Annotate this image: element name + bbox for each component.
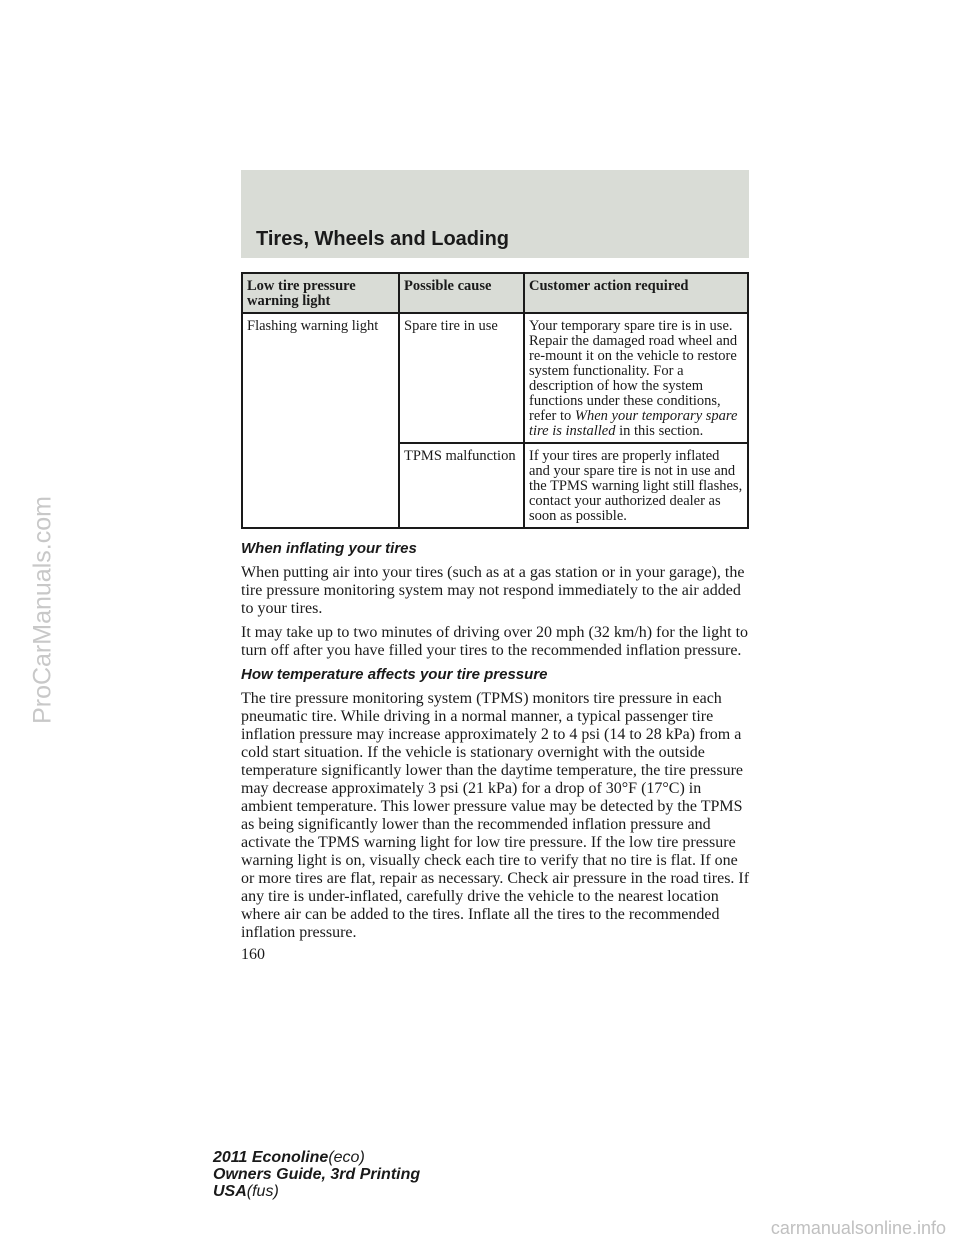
paragraph: When putting air into your tires (such as at a gas station or in your garage), the tire pressure monitoring system may not respond immediately to the air added to your tires.: [241, 564, 745, 617]
side-watermark: ProCarManuals.com: [28, 496, 57, 724]
page-number: 160: [241, 946, 265, 963]
tpms-warning-table: [241, 272, 749, 529]
column-header-cause: Possible cause: [399, 273, 524, 313]
section-title: Tires, Wheels and Loading: [256, 228, 510, 250]
indicator-cell: Flashing warning light: [242, 313, 399, 528]
footer-guide: Owners Guide, 3rd Printing: [213, 1166, 421, 1183]
paragraph: It may take up to two minutes of driving over 20 mph (32 km/h) for the light to turn off after you have filled your tires to the recommended inflation pressure.: [241, 624, 749, 659]
column-header-action: Customer action required: [524, 273, 748, 313]
section-heading-temperature: How temperature affects your tire pressure: [241, 666, 548, 683]
column-header-indicator: Low tire pressure warning light: [242, 273, 399, 313]
bottom-watermark: carmanualsonline.info: [770, 1218, 946, 1238]
footer-market-code: (fus): [246, 1183, 279, 1200]
body-content: [241, 540, 753, 964]
table-row: [242, 313, 748, 443]
document-footer: [213, 1149, 420, 1200]
cross-reference-link[interactable]: When your temporary spare tire is installed: [529, 408, 738, 439]
action-cell: [524, 313, 748, 443]
table-header-row: [242, 273, 748, 313]
footer-model: 2011 Econoline: [213, 1149, 329, 1166]
action-cell: If your tires are properly inflated and your spare tire is not in use and the TPMS warning light still flashes, contact your authorized dealer as soon as possible.: [524, 443, 748, 528]
action-text-suffix: in this section.: [615, 423, 704, 439]
section-heading-inflating: When inflating your tires: [241, 540, 417, 557]
footer-market: USA: [213, 1183, 247, 1200]
footer-model-code: (eco): [328, 1149, 365, 1166]
cause-cell: TPMS malfunction: [399, 443, 524, 528]
paragraph: The tire pressure monitoring system (TPMS) monitors tire pressure in each pneumatic tire. While driving in a normal manner, a typical passenger tire inflation pressure may increase approximately 2 to 4 psi (14 to 28 kPa) from a cold start situation. If the vehicle is stationary overnight with the outside temperature significantly lower than the daytime temperature, the tire pressure may decrease approximately 3 psi (21 kPa) for a drop of 30°F (17°C) in ambient temperature. This lower pressure value may be detected by the TPMS as being significantly lower than the recommended inflation pressure and activate the TPMS warning light for low tire pressure. If the low tire pressure warning light is on, visually check each tire to verify that no tire is flat. If one or more tires are flat, repair as necessary. Check air pressure in the road tires. If any tire is under-inflated, carefully drive the vehicle to the nearest location where air can be added to the tires. Inflate all the tires to the recommended inflation pressure.: [241, 690, 750, 941]
action-text: Your temporary spare tire is in use. Repair the damaged road wheel and re-mount it on the vehicle to restore system functionality. For a description of how the system functions under these conditions, refer to: [529, 318, 738, 424]
cause-cell: Spare tire in use: [399, 313, 524, 443]
